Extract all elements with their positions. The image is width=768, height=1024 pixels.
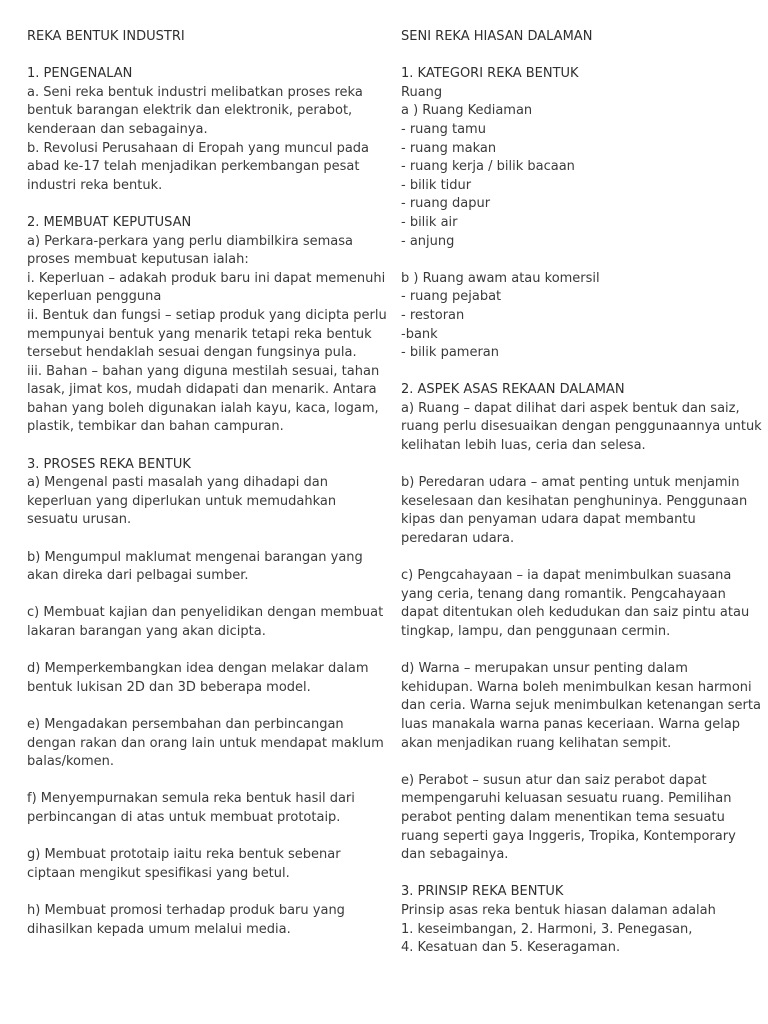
left-text-line: industri reka bentuk. xyxy=(27,177,163,193)
left-text-line: proses membuat keputusan ialah: xyxy=(27,252,249,268)
left-text-line: plastik, tembikar dan bahan campuran. xyxy=(27,419,284,435)
left-text-line: abad ke-17 telah menjadikan perkembangan pesat xyxy=(27,159,360,175)
left-blank-line xyxy=(27,772,382,791)
left-text-line: a. Seni reka bentuk industri melibatkan proses reka xyxy=(27,84,363,100)
right-text-line: a ) Ruang Kediaman xyxy=(401,103,533,119)
left-section-heading: 2. MEMBUAT KEPUTUSAN xyxy=(27,214,192,230)
right-text-line: - ruang pejabat xyxy=(401,289,502,305)
left-text-line: ii. Bentuk dan fungsi – setiap produk yang dicipta perlu xyxy=(27,307,387,323)
right-text-line: b ) Ruang awam atau komersil xyxy=(401,270,600,286)
left-text-line: kenderaan dan sebagainya. xyxy=(27,121,208,137)
left-text-line: dihasilkan kepada umum melalui media. xyxy=(27,921,291,937)
right-document-title: SENI REKA HIASAN DALAMAN xyxy=(401,29,593,44)
right-text-line: kehidupan. Warna boleh menimbulkan kesan harmoni xyxy=(401,679,752,695)
right-column xyxy=(401,28,762,958)
right-text-line: - restoran xyxy=(401,307,465,323)
right-text-line: luas manakala warna panas keceriaan. Warna gelap xyxy=(401,716,741,732)
right-blank-line xyxy=(401,251,756,270)
left-text-line: sesuatu urusan. xyxy=(27,512,132,528)
left-blank-line xyxy=(27,195,382,214)
left-blank-line xyxy=(27,883,382,902)
right-blank-line xyxy=(401,753,756,772)
left-text-line: b. Revolusi Perusahaan di Eropah yang muncul pada xyxy=(27,140,370,156)
right-text-line: dan sebagainya. xyxy=(401,847,509,863)
right-text-line: c) Pengcahayaan – ia dapat menimbulkan suasana xyxy=(401,568,732,584)
right-text-line: ruang perlu disesuaikan dengan penggunaannya untuk xyxy=(401,419,762,435)
right-text-line: dan ceria. Warna sejuk menimbulkan ketenangan serta xyxy=(401,698,761,714)
right-text-line: - ruang dapur xyxy=(401,196,491,212)
right-blank-line xyxy=(401,642,756,661)
right-text-line: a) Ruang – dapat dilihat dari aspek bentuk dan saiz, xyxy=(401,400,740,416)
left-blank-line xyxy=(27,586,382,605)
right-section-heading: 3. PRINSIP REKA BENTUK xyxy=(401,884,564,900)
left-blank-line xyxy=(27,828,382,847)
right-text-line: mempengaruhi keluasan sesuatu ruang. Pemilihan xyxy=(401,791,732,807)
right-text-line: dapat ditentukan oleh kedudukan dan saiz pintu atau xyxy=(401,605,750,621)
right-blank-line xyxy=(401,865,756,884)
right-text-line: - bilik tidur xyxy=(401,177,472,193)
right-section-heading: 1. KATEGORI REKA BENTUK xyxy=(401,66,579,82)
left-text-line: g) Membuat prototaip iaitu reka bentuk sebenar xyxy=(27,847,341,863)
left-text-line: perbincangan di atas untuk membuat prototaip. xyxy=(27,809,341,825)
left-text-line: bentuk barangan elektrik dan elektronik, perabot, xyxy=(27,103,353,119)
right-text-line: perabot penting dalam menentikan tema sesuatu xyxy=(401,809,725,825)
right-text-line: e) Perabot – susun atur dan saiz perabot dapat xyxy=(401,772,707,788)
left-text-line: f) Menyempurnakan semula reka bentuk hasil dari xyxy=(27,791,355,807)
right-text-line: - ruang tamu xyxy=(401,121,486,137)
left-blank-line xyxy=(27,437,382,456)
left-text-line: e) Mengadakan persembahan dan perbincangan xyxy=(27,716,344,732)
right-text-line: - ruang kerja / bilik bacaan xyxy=(401,159,575,175)
right-text-line: yang ceria, tenang dang romantik. Pengcahayaan xyxy=(401,586,726,602)
right-text-line: -bank xyxy=(401,326,438,342)
right-blank-line xyxy=(401,47,756,66)
left-text-line: a) Perkara-perkara yang perlu diambilkira semasa xyxy=(27,233,354,249)
left-blank-line xyxy=(27,642,382,661)
right-blank-line xyxy=(401,549,756,568)
right-text-line: kelihatan lebih luas, ceria dan selesa. xyxy=(401,438,646,454)
left-text-line: d) Memperkembangkan idea dengan melakar dalam xyxy=(27,661,369,677)
left-text-line: h) Membuat promosi terhadap produk baru yang xyxy=(27,902,345,918)
right-text-line: - bilik pameran xyxy=(401,345,500,361)
left-text-line: c) Membuat kajian dan penyelidikan dengan membuat xyxy=(27,605,384,621)
right-blank-line xyxy=(401,363,756,382)
left-text-line: iii. Bahan – bahan yang diguna mestilah sesuai, tahan xyxy=(27,363,380,379)
right-text-line: keselesaan dan kesihatan penghuninya. Penggunaan xyxy=(401,493,748,509)
left-section-heading: 3. PROSES REKA BENTUK xyxy=(27,456,191,472)
right-text-line: - anjung xyxy=(401,233,455,249)
left-blank-line xyxy=(27,530,382,549)
left-text-line: akan direka dari pelbagai sumber. xyxy=(27,568,249,584)
left-text-line: i. Keperluan – adakah produk baru ini dapat memenuhi xyxy=(27,270,386,286)
left-text-line: keperluan pengguna xyxy=(27,289,162,305)
left-text-line: b) Mengumpul maklumat mengenai barangan yang xyxy=(27,549,363,565)
right-text-line: akan menjadikan ruang kelihatan sempit. xyxy=(401,735,672,751)
right-text-line: Prinsip asas reka bentuk hiasan dalaman adalah xyxy=(401,902,716,918)
right-text-line: 4. Kesatuan dan 5. Keseragaman. xyxy=(401,940,621,956)
left-text-line: a) Mengenal pasti masalah yang dihadapi dan xyxy=(27,475,328,491)
right-text-line: Ruang xyxy=(401,84,443,100)
right-text-line: ruang seperti gaya Inggeris, Tropika, Kontemporary xyxy=(401,828,736,844)
right-blank-line xyxy=(401,456,756,475)
left-blank-line xyxy=(27,47,382,66)
left-text-line: tersebut hendaklah sesuai dengan fungsinya pula. xyxy=(27,345,357,361)
right-text-line: d) Warna – merupakan unsur penting dalam xyxy=(401,661,688,677)
left-text-line: bentuk lukisan 2D dan 3D beberapa model. xyxy=(27,679,311,695)
left-text-line: dengan rakan dan orang lain untuk mendapat maklum xyxy=(27,735,384,751)
left-text-line: ciptaan mengikut spesifikasi yang betul. xyxy=(27,865,290,881)
right-text-line: kipas dan penyaman udara dapat membantu xyxy=(401,512,696,528)
left-document-title: REKA BENTUK INDUSTRI xyxy=(27,29,185,44)
left-text-line: lasak, jimat kos, mudah didapati dan menarik. Antara xyxy=(27,382,377,398)
left-section-heading: 1. PENGENALAN xyxy=(27,66,133,82)
left-text-line: lakaran barangan yang akan dicipta. xyxy=(27,624,266,639)
left-text-line: keperluan yang diperlukan untuk memudahkan xyxy=(27,493,337,509)
right-text-line: tingkap, lampu, dan penggunaan cermin. xyxy=(401,624,671,639)
right-text-line: b) Peredaran udara – amat penting untuk menjamin xyxy=(401,475,740,491)
right-text-line: peredaran udara. xyxy=(401,531,515,547)
left-text-line: bahan yang boleh digunakan ialah kayu, kaca, logam, xyxy=(27,400,379,416)
left-column xyxy=(27,28,387,939)
right-text-line: 1. keseimbangan, 2. Harmoni, 3. Penegasan, xyxy=(401,921,693,937)
left-blank-line xyxy=(27,697,382,716)
left-text-line: mempunyai bentuk yang menarik tetapi reka bentuk xyxy=(27,326,372,342)
left-text-line: balas/komen. xyxy=(27,754,115,770)
right-text-line: - bilik air xyxy=(401,214,458,230)
right-text-line: - ruang makan xyxy=(401,140,497,156)
right-section-heading: 2. ASPEK ASAS REKAAN DALAMAN xyxy=(401,382,625,398)
